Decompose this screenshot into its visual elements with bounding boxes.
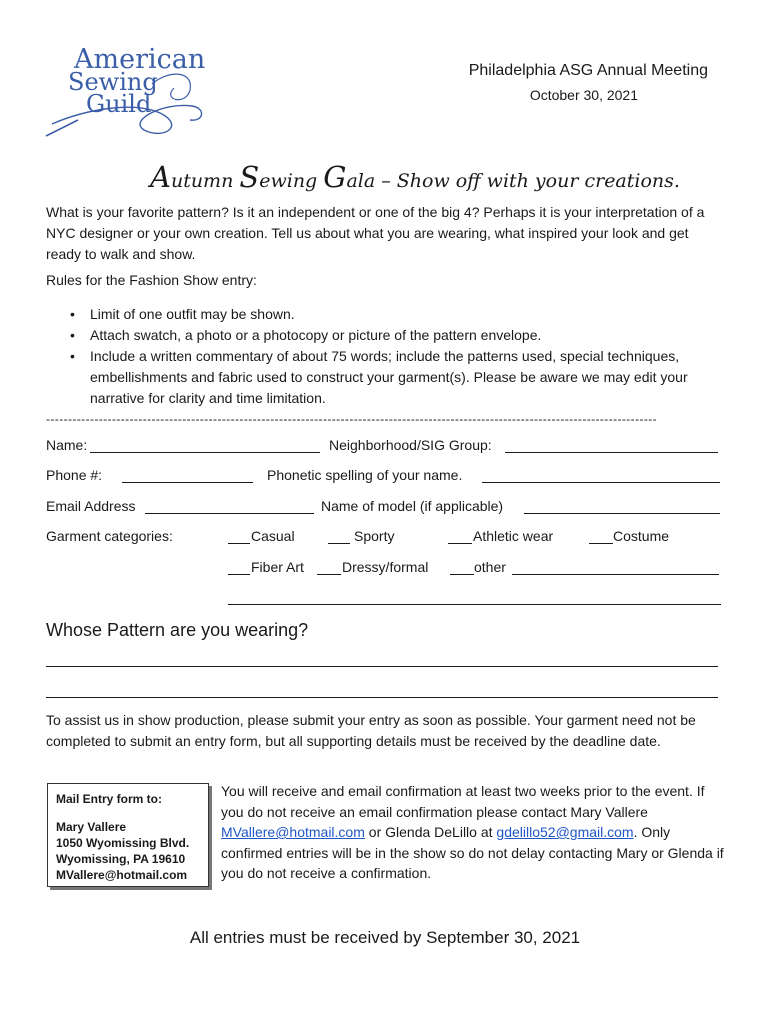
cut-divider: ------------------------------------------------------------------------------------------------------------------------------------------- xyxy=(46,412,658,426)
name-label: Name: xyxy=(46,437,88,453)
meeting-date: October 30, 2021 xyxy=(529,87,638,103)
other-field[interactable] xyxy=(512,574,719,575)
athletic-label: Athletic wear xyxy=(473,528,554,544)
phone-label: Phone #: xyxy=(46,467,103,483)
rules-list xyxy=(64,304,732,409)
mail-street: 1050 Wyomissing Blvd. xyxy=(56,836,190,850)
mail-box-heading: Mail Entry form to: xyxy=(56,792,163,806)
other-label: other xyxy=(474,559,506,575)
email-field[interactable] xyxy=(145,513,314,514)
model-field[interactable] xyxy=(524,513,720,514)
sporty-label: Sporty xyxy=(354,528,395,544)
mail-city: Wyomissing, PA 19610 xyxy=(56,852,186,866)
title-rest: ala – Show off with your creations. xyxy=(346,170,680,192)
rule-item: • Include a written commentary of about 75 words; include the patterns used, special techniques, embellishments and fabric used to construct your garment(s). Please be aware we may edit your narrative for clarity and time limitation. xyxy=(64,346,732,409)
costume-label: Costume xyxy=(613,528,670,544)
group-label: Neighborhood/SIG Group: xyxy=(329,437,492,453)
mvallere-email-link[interactable]: MVallere@hotmail.com xyxy=(221,824,365,840)
logo-line-guild: Guild xyxy=(86,90,152,118)
confirmation-text: or Glenda DeLillo at xyxy=(364,824,497,840)
title-word-autumn: utumn xyxy=(170,170,240,192)
phonetic-label: Phonetic spelling of your name. xyxy=(267,467,463,483)
casual-label: Casual xyxy=(251,528,295,544)
pattern-heading: Whose Pattern are you wearing? xyxy=(46,620,309,640)
title-cap-a: A xyxy=(150,160,171,194)
confirmation-text: . Only confirmed entries will be in the show so do not delay contacting Mary or Glenda if you do not receive a confirmation. xyxy=(221,824,724,881)
rule-item: • Attach swatch, a photo or a photocopy or picture of the pattern envelope. xyxy=(64,325,732,346)
costume-checkbox[interactable] xyxy=(589,543,613,544)
confirmation-paragraph xyxy=(221,781,726,884)
pattern-answer-line[interactable] xyxy=(46,697,718,698)
logo-line-american: American xyxy=(74,44,206,75)
mail-recipient: Mary Vallere xyxy=(56,820,127,834)
phonetic-field[interactable] xyxy=(482,482,720,483)
fiber-art-label: Fiber Art xyxy=(251,559,304,575)
mail-email: MVallere@hotmail.com xyxy=(56,868,188,882)
assist-paragraph: To assist us in show production, please submit your entry as soon as possible. Your garment need not be completed to submit an entry form, but all supporting details must be received by the deadline date. xyxy=(46,712,696,749)
meeting-title: Philadelphia ASG Annual Meeting xyxy=(468,62,708,79)
rules-heading: Rules for the Fashion Show entry: xyxy=(46,272,257,288)
page-title xyxy=(150,160,680,194)
rule-item: • Limit of one outfit may be shown. xyxy=(64,304,732,325)
model-label: Name of model (if applicable) xyxy=(321,498,504,514)
title-cap-s: S xyxy=(239,160,260,194)
athletic-checkbox[interactable] xyxy=(448,543,472,544)
group-field[interactable] xyxy=(505,452,718,453)
other-checkbox[interactable] xyxy=(450,574,474,575)
sporty-checkbox[interactable] xyxy=(328,543,350,544)
name-field[interactable] xyxy=(90,452,320,453)
confirmation-text: You will receive and email confirmation at least two weeks prior to the event. If you do not receive an email confirmation please contact Mary Vallere xyxy=(221,783,705,820)
title-word-sewing: ewing xyxy=(259,170,324,192)
deadline-notice: All entries must be received by September 30, 2021 xyxy=(189,928,581,947)
title-cap-g: G xyxy=(323,160,347,194)
email-label: Email Address xyxy=(46,498,136,514)
other-field-continued[interactable] xyxy=(228,604,721,605)
mail-address-box xyxy=(47,783,209,887)
dressy-checkbox[interactable] xyxy=(317,574,341,575)
intro-paragraph: What is your favorite pattern? Is it an independent or one of the big 4? Perhaps it is your interpretation of a NYC designer or your own creation. Tell us about what you are wearing, what inspired your look and get ready to walk and show. xyxy=(46,204,705,262)
logo-line-sewing: Sewing xyxy=(68,68,158,96)
dressy-label: Dressy/formal xyxy=(342,559,429,575)
phone-field[interactable] xyxy=(122,482,253,483)
categories-label: Garment categories: xyxy=(46,528,173,544)
fiber-art-checkbox[interactable] xyxy=(228,574,250,575)
gdelillo-email-link[interactable]: gdelillo52@gmail.com xyxy=(496,824,634,840)
pattern-answer-line[interactable] xyxy=(46,666,718,667)
american-sewing-guild-logo xyxy=(44,40,214,144)
casual-checkbox[interactable] xyxy=(228,543,250,544)
